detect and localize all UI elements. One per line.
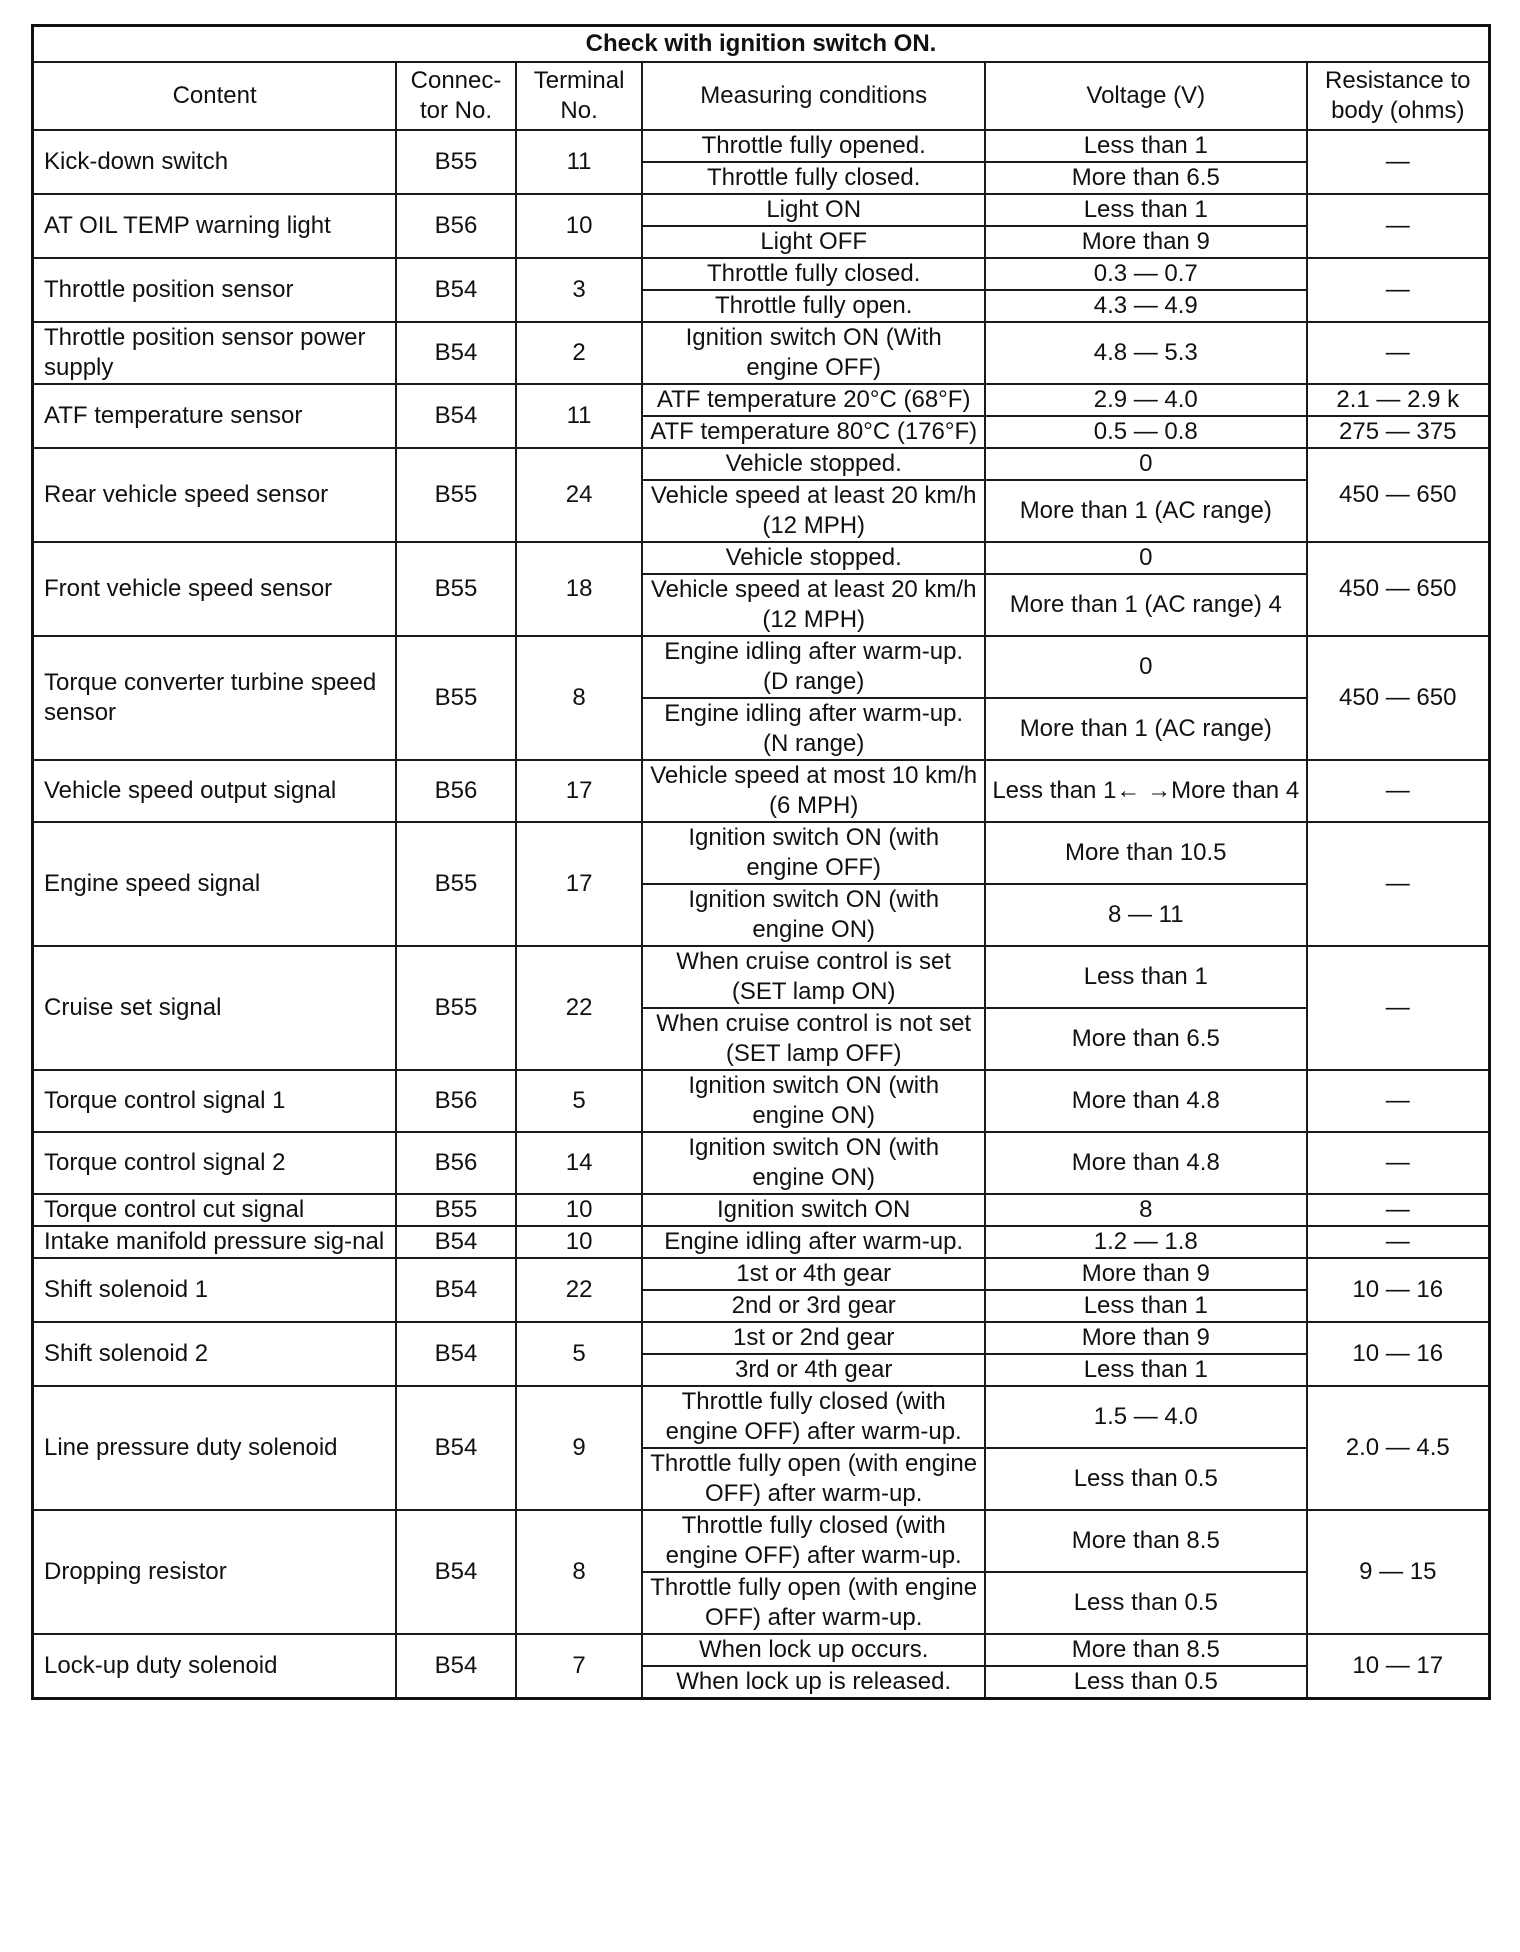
voltage-cell: More than 4.8 xyxy=(985,1132,1307,1194)
content-cell: Engine speed signal xyxy=(33,822,397,946)
terminal-cell: 8 xyxy=(516,1510,643,1634)
condition-cell: Vehicle stopped. xyxy=(642,542,985,574)
voltage-cell: 1.2 — 1.8 xyxy=(985,1226,1307,1258)
voltage-cell: 0 xyxy=(985,636,1307,698)
table-row xyxy=(33,1322,1490,1354)
condition-cell: Ignition switch ON (with engine OFF) xyxy=(642,822,985,884)
voltage-cell: Less than 1 xyxy=(985,1290,1307,1322)
resistance-cell: 275 — 375 xyxy=(1307,416,1490,448)
resistance-cell: — xyxy=(1307,822,1490,946)
voltage-cell: Less than 1 xyxy=(985,194,1307,226)
terminal-cell: 17 xyxy=(516,760,643,822)
table-row xyxy=(33,542,1490,574)
voltage-cell: More than 1 (AC range) xyxy=(985,480,1307,542)
table-row xyxy=(33,130,1490,162)
connector-cell: B54 xyxy=(396,1322,516,1386)
terminal-cell: 10 xyxy=(516,1226,643,1258)
table-row xyxy=(33,448,1490,480)
voltage-cell: More than 4.8 xyxy=(985,1070,1307,1132)
condition-cell: When lock up occurs. xyxy=(642,1634,985,1666)
voltage-cell: Less than 0.5 xyxy=(985,1448,1307,1510)
table-row xyxy=(33,1226,1490,1258)
condition-cell: Vehicle speed at least 20 km/h (12 MPH) xyxy=(642,480,985,542)
terminal-cell: 10 xyxy=(516,194,643,258)
table-row xyxy=(33,946,1490,1008)
condition-cell: Engine idling after warm-up. (N range) xyxy=(642,698,985,760)
condition-cell: 1st or 2nd gear xyxy=(642,1322,985,1354)
connector-cell: B54 xyxy=(396,1510,516,1634)
spec-table xyxy=(31,24,1491,1700)
terminal-cell: 22 xyxy=(516,946,643,1070)
condition-cell: Throttle fully opened. xyxy=(642,130,985,162)
voltage-cell: 4.8 — 5.3 xyxy=(985,322,1307,384)
voltage-cell: Less than 1← →More than 4 xyxy=(985,760,1307,822)
terminal-cell: 11 xyxy=(516,130,643,194)
condition-cell: Ignition switch ON (with engine ON) xyxy=(642,1132,985,1194)
condition-cell: Ignition switch ON (with engine ON) xyxy=(642,1070,985,1132)
voltage-cell: More than 9 xyxy=(985,226,1307,258)
connector-cell: B55 xyxy=(396,822,516,946)
terminal-cell: 17 xyxy=(516,822,643,946)
table-body xyxy=(33,130,1490,1699)
terminal-cell: 22 xyxy=(516,1258,643,1322)
voltage-cell: Less than 1 xyxy=(985,946,1307,1008)
table-row xyxy=(33,822,1490,884)
resistance-cell: — xyxy=(1307,1070,1490,1132)
header-content: Content xyxy=(33,62,397,130)
resistance-cell: — xyxy=(1307,130,1490,194)
voltage-cell: Less than 1 xyxy=(985,130,1307,162)
terminal-cell: 7 xyxy=(516,1634,643,1699)
connector-cell: B55 xyxy=(396,130,516,194)
table-row xyxy=(33,322,1490,384)
voltage-cell: More than 9 xyxy=(985,1322,1307,1354)
table-row xyxy=(33,1258,1490,1290)
table-row xyxy=(33,760,1490,822)
voltage-cell: 8 — 11 xyxy=(985,884,1307,946)
voltage-cell: More than 8.5 xyxy=(985,1634,1307,1666)
voltage-cell: 8 xyxy=(985,1194,1307,1226)
table-row xyxy=(33,1132,1490,1194)
content-cell: Shift solenoid 1 xyxy=(33,1258,397,1322)
table-row xyxy=(33,258,1490,290)
content-cell: Torque control signal 1 xyxy=(33,1070,397,1132)
terminal-cell: 18 xyxy=(516,542,643,636)
connector-cell: B55 xyxy=(396,448,516,542)
condition-cell: Vehicle speed at least 20 km/h (12 MPH) xyxy=(642,574,985,636)
voltage-cell: More than 6.5 xyxy=(985,1008,1307,1070)
title-row xyxy=(33,26,1490,63)
content-cell: Cruise set signal xyxy=(33,946,397,1070)
content-cell: AT OIL TEMP warning light xyxy=(33,194,397,258)
resistance-cell: 2.1 — 2.9 k xyxy=(1307,384,1490,416)
header-connector: Connec-tor No. xyxy=(396,62,516,130)
condition-cell: 3rd or 4th gear xyxy=(642,1354,985,1386)
condition-cell: Throttle fully closed (with engine OFF) after warm-up. xyxy=(642,1510,985,1572)
voltage-cell: More than 10.5 xyxy=(985,822,1307,884)
condition-cell: Ignition switch ON (with engine ON) xyxy=(642,884,985,946)
voltage-cell: 2.9 — 4.0 xyxy=(985,384,1307,416)
voltage-cell: Less than 0.5 xyxy=(985,1666,1307,1699)
resistance-cell: 450 — 650 xyxy=(1307,636,1490,760)
terminal-cell: 5 xyxy=(516,1070,643,1132)
condition-cell: Throttle fully closed (with engine OFF) after warm-up. xyxy=(642,1386,985,1448)
terminal-cell: 10 xyxy=(516,1194,643,1226)
condition-cell: Throttle fully closed. xyxy=(642,258,985,290)
terminal-cell: 3 xyxy=(516,258,643,322)
content-cell: Lock-up duty solenoid xyxy=(33,1634,397,1699)
voltage-cell: 0.5 — 0.8 xyxy=(985,416,1307,448)
voltage-cell: 0 xyxy=(985,448,1307,480)
connector-cell: B54 xyxy=(396,384,516,448)
content-cell: Torque control cut signal xyxy=(33,1194,397,1226)
condition-cell: Throttle fully open (with engine OFF) after warm-up. xyxy=(642,1572,985,1634)
connector-cell: B54 xyxy=(396,1634,516,1699)
connector-cell: B54 xyxy=(396,1386,516,1510)
header-terminal: Terminal No. xyxy=(516,62,643,130)
condition-cell: When cruise control is not set (SET lamp OFF) xyxy=(642,1008,985,1070)
resistance-cell: — xyxy=(1307,1194,1490,1226)
condition-cell: Ignition switch ON xyxy=(642,1194,985,1226)
terminal-cell: 9 xyxy=(516,1386,643,1510)
condition-cell: When cruise control is set (SET lamp ON) xyxy=(642,946,985,1008)
content-cell: Torque control signal 2 xyxy=(33,1132,397,1194)
content-cell: Vehicle speed output signal xyxy=(33,760,397,822)
condition-cell: Ignition switch ON (With engine OFF) xyxy=(642,322,985,384)
terminal-cell: 8 xyxy=(516,636,643,760)
condition-cell: Engine idling after warm-up. (D range) xyxy=(642,636,985,698)
connector-cell: B54 xyxy=(396,258,516,322)
content-cell: Rear vehicle speed sensor xyxy=(33,448,397,542)
condition-cell: Vehicle stopped. xyxy=(642,448,985,480)
voltage-cell: More than 6.5 xyxy=(985,162,1307,194)
condition-cell: 2nd or 3rd gear xyxy=(642,1290,985,1322)
header-resistance: Resistance to body (ohms) xyxy=(1307,62,1490,130)
content-cell: Dropping resistor xyxy=(33,1510,397,1634)
condition-cell: When lock up is released. xyxy=(642,1666,985,1699)
header-voltage: Voltage (V) xyxy=(985,62,1307,130)
voltage-cell: 4.3 — 4.9 xyxy=(985,290,1307,322)
condition-cell: Throttle fully open (with engine OFF) after warm-up. xyxy=(642,1448,985,1510)
condition-cell: Throttle fully closed. xyxy=(642,162,985,194)
content-cell: ATF temperature sensor xyxy=(33,384,397,448)
connector-cell: B56 xyxy=(396,760,516,822)
table-row xyxy=(33,1634,1490,1666)
condition-cell: ATF temperature 20°C (68°F) xyxy=(642,384,985,416)
table-row xyxy=(33,1510,1490,1572)
voltage-cell: More than 9 xyxy=(985,1258,1307,1290)
resistance-cell: 9 — 15 xyxy=(1307,1510,1490,1634)
resistance-cell: — xyxy=(1307,946,1490,1070)
resistance-cell: 10 — 16 xyxy=(1307,1322,1490,1386)
connector-cell: B55 xyxy=(396,542,516,636)
voltage-cell: 1.5 — 4.0 xyxy=(985,1386,1307,1448)
table-title: Check with ignition switch ON. xyxy=(33,26,1490,63)
resistance-cell: — xyxy=(1307,1132,1490,1194)
content-cell: Throttle position sensor power supply xyxy=(33,322,397,384)
condition-cell: Engine idling after warm-up. xyxy=(642,1226,985,1258)
content-cell: Torque converter turbine speed sensor xyxy=(33,636,397,760)
content-cell: Intake manifold pressure sig-nal xyxy=(33,1226,397,1258)
connector-cell: B55 xyxy=(396,636,516,760)
voltage-cell: More than 1 (AC range) 4 xyxy=(985,574,1307,636)
resistance-cell: 450 — 650 xyxy=(1307,542,1490,636)
table-row xyxy=(33,384,1490,416)
voltage-cell: Less than 1 xyxy=(985,1354,1307,1386)
content-cell: Front vehicle speed sensor xyxy=(33,542,397,636)
content-cell: Line pressure duty solenoid xyxy=(33,1386,397,1510)
header-conditions: Measuring conditions xyxy=(642,62,985,130)
connector-cell: B56 xyxy=(396,1070,516,1132)
connector-cell: B55 xyxy=(396,946,516,1070)
header-row xyxy=(33,62,1490,130)
voltage-cell: More than 8.5 xyxy=(985,1510,1307,1572)
terminal-cell: 11 xyxy=(516,384,643,448)
connector-cell: B54 xyxy=(396,322,516,384)
voltage-cell: 0 xyxy=(985,542,1307,574)
condition-cell: Light OFF xyxy=(642,226,985,258)
table-row xyxy=(33,1194,1490,1226)
table-row xyxy=(33,1070,1490,1132)
condition-cell: 1st or 4th gear xyxy=(642,1258,985,1290)
resistance-cell: — xyxy=(1307,258,1490,322)
connector-cell: B55 xyxy=(396,1194,516,1226)
connector-cell: B54 xyxy=(396,1258,516,1322)
resistance-cell: 450 — 650 xyxy=(1307,448,1490,542)
terminal-cell: 2 xyxy=(516,322,643,384)
voltage-cell: More than 1 (AC range) xyxy=(985,698,1307,760)
condition-cell: Throttle fully open. xyxy=(642,290,985,322)
table-row xyxy=(33,194,1490,226)
condition-cell: Light ON xyxy=(642,194,985,226)
voltage-cell: Less than 0.5 xyxy=(985,1572,1307,1634)
table-row xyxy=(33,636,1490,698)
condition-cell: Vehicle speed at most 10 km/h (6 MPH) xyxy=(642,760,985,822)
content-cell: Throttle position sensor xyxy=(33,258,397,322)
terminal-cell: 14 xyxy=(516,1132,643,1194)
resistance-cell: — xyxy=(1307,194,1490,258)
terminal-cell: 5 xyxy=(516,1322,643,1386)
connector-cell: B54 xyxy=(396,1226,516,1258)
resistance-cell: 10 — 16 xyxy=(1307,1258,1490,1322)
connector-cell: B56 xyxy=(396,1132,516,1194)
spec-table-wrapper xyxy=(31,24,1491,1700)
content-cell: Shift solenoid 2 xyxy=(33,1322,397,1386)
resistance-cell: — xyxy=(1307,760,1490,822)
voltage-cell: 0.3 — 0.7 xyxy=(985,258,1307,290)
terminal-cell: 24 xyxy=(516,448,643,542)
resistance-cell: 2.0 — 4.5 xyxy=(1307,1386,1490,1510)
resistance-cell: — xyxy=(1307,322,1490,384)
connector-cell: B56 xyxy=(396,194,516,258)
resistance-cell: — xyxy=(1307,1226,1490,1258)
resistance-cell: 10 — 17 xyxy=(1307,1634,1490,1699)
condition-cell: ATF temperature 80°C (176°F) xyxy=(642,416,985,448)
content-cell: Kick-down switch xyxy=(33,130,397,194)
table-row xyxy=(33,1386,1490,1448)
